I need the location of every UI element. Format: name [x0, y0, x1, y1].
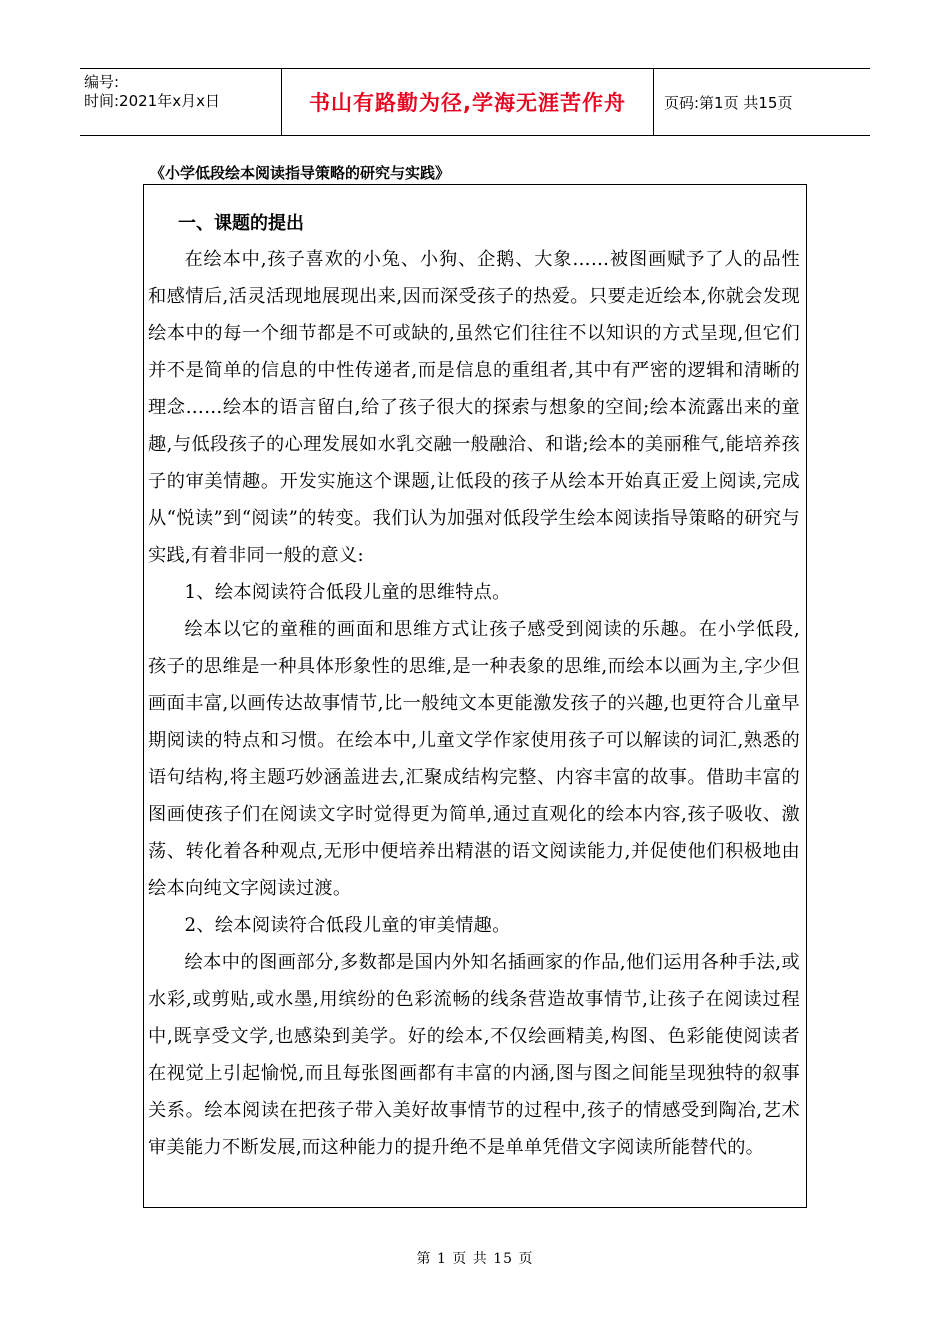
- paragraph-aesthetic: 绘本中的图画部分,多数都是国内外知名插画家的作品,他们运用各种手法,或水彩,或剪贴,或水墨,用缤纷的色彩流畅的线条营造故事情节,让孩子在阅读过程中,既享受文学,也感染到美学。好的绘本,不仅绘画精美,构图、色彩能使阅读者在视觉上引起愉悦,而且每张图画都有丰富的内涵,图与图之间能呈现独特的叙事关系。绘本阅读在把孩子带入美好故事情节的过程中,孩子的情感受到陶冶,艺术审美能力不断发展,而这种能力的提升绝不是单单凭借文字阅读所能替代的。: [148, 952, 800, 1158]
- document-title: 《小学低段绘本阅读指导策略的研究与实践》: [150, 164, 451, 182]
- motto: 书山有路勤为径,学海无涯苦作舟: [282, 69, 654, 135]
- content-box: [143, 184, 807, 1208]
- paragraph-intro: 在绘本中,孩子喜欢的小兔、小狗、企鹅、大象……被图画赋予了人的品性和感情后,活灵活现地展现出来,因而深受孩子的热爱。只要走近绘本,你就会发现绘本中的每一个细节都是不可或缺的,虽然它们往往不以知识的方式呈现,但它们并不是简单的信息的中性传递者,而是信息的重组者,其中有严密的逻辑和清晰的理念……绘本的语言留白,给了孩子很大的探索与想象的空间;绘本流露出来的童趣,与低段孩子的心理发展如水乳交融一般融洽、和谐;绘本的美丽稚气,能培养孩子的审美情趣。开发实施这个课题,让低段的孩子从绘本开始真正爱上阅读,完成从“悦读”到“阅读”的转变。我们认为加强对低段学生绘本阅读指导策略的研究与实践,有着非同一般的意义:: [148, 249, 800, 566]
- document-header: [80, 68, 870, 136]
- subheading-2: 2、绘本阅读符合低段儿童的审美情趣。: [184, 915, 511, 936]
- time-label: 时间:2021年x月x日: [84, 92, 220, 110]
- subheading-1: 1、绘本阅读符合低段儿童的思维特点。: [184, 582, 511, 603]
- page-code: 页码:第1页 共15页: [664, 93, 793, 112]
- section-heading: 一、课题的提出: [178, 213, 304, 234]
- number-label: 编号:: [84, 73, 120, 91]
- header-meta-cell: [80, 69, 282, 135]
- paragraph-thinking: 绘本以它的童稚的画面和思维方式让孩子感受到阅读的乐趣。在小学低段,孩子的思维是一种具体形象性的思维,是一种表象的思维,而绘本以画为主,字少但画面丰富,以画传达故事情节,比一般纯文本更能激发孩子的兴趣,也更符合儿童早期阅读的特点和习惯。在绘本中,儿童文学作家使用孩子可以解读的词汇,熟悉的语句结构,将主题巧妙涵盖进去,汇聚成结构完整、内容丰富的故事。借助丰富的图画使孩子们在阅读文字时觉得更为简单,通过直观化的绘本内容,孩子吸收、激荡、转化着各种观点,无形中便培养出精湛的语文阅读能力,并促使他们积极地由绘本向纯文字阅读过渡。: [148, 619, 800, 899]
- page-footer: 第 1 页 共 15 页: [416, 1251, 534, 1267]
